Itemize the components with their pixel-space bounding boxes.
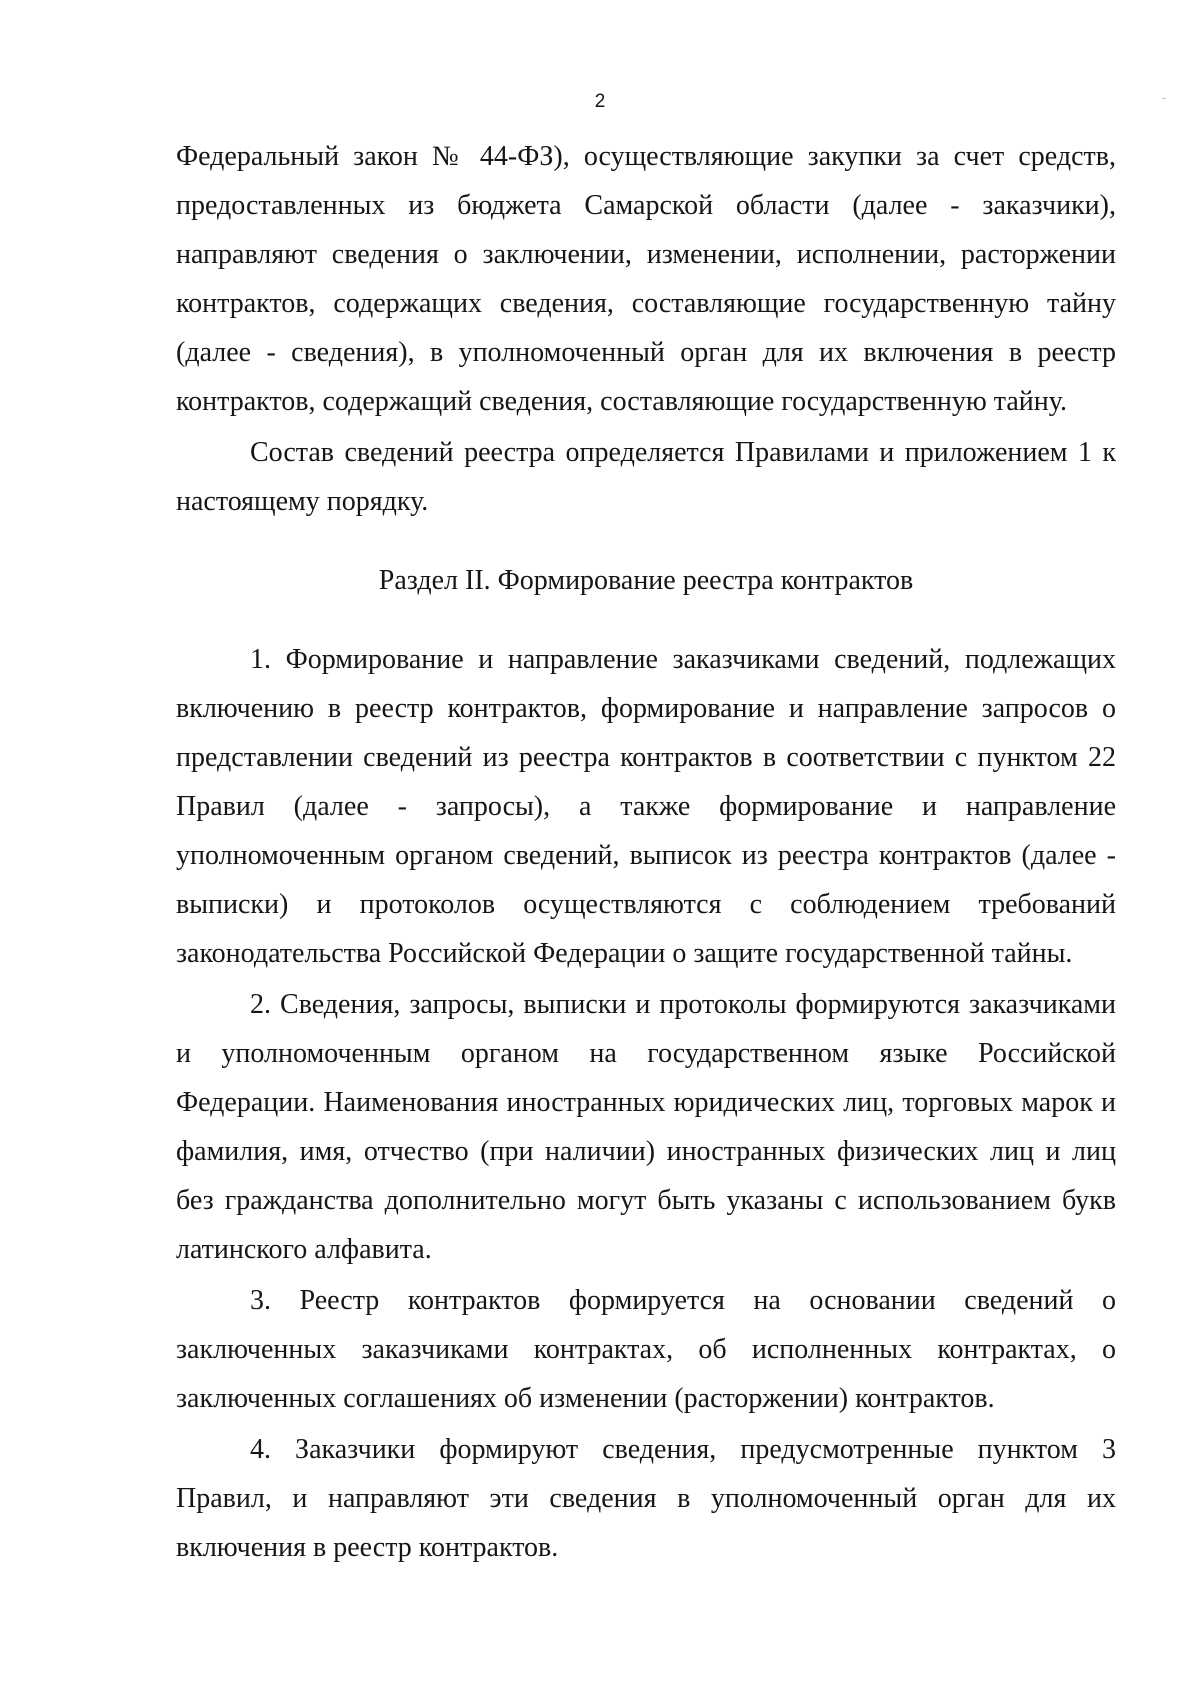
paragraph-item-3: 3. Реестр контрактов формируется на основании сведений о заключенных заказчиками контрактах, об исполненных контрактах, о заключенных соглашениях об изменении (расторжении) контрактов. (176, 1285, 1116, 1414)
paragraph-item-1: 1. Формирование и направление заказчиками сведений, подлежащих включению в реестр контрактов, формирование и направление запросов о представлении сведений из реестра контрактов в соответствии с пунктом 22 Правил (далее - запросы), а также формирование и направление уполномоченным органом сведений, выписок из реестра контрактов (далее - выписки) и протоколов осуществляются с соблюдением требований законодательства Российской Федерации о защите государственной тайны. (176, 644, 1116, 969)
document-body (176, 132, 1116, 1572)
paragraph-continuation: Федеральный закон № 44-ФЗ), осуществляющие закупки за счет средств, предоставленных из бюджета Самарской области (далее - заказчики), направляют сведения о заключении, изменении, исполнении, расторжении контрактов, содержащих сведения, составляющие государственную тайну (далее - сведения), в уполномоченный орган для их включения в реестр контрактов, содержащий сведения, составляющие государственную тайну. (176, 141, 1116, 417)
page-number: 2 (594, 91, 606, 112)
scan-mark (1162, 98, 1166, 99)
paragraph-item-2: 2. Сведения, запросы, выписки и протоколы формируются заказчиками и уполномоченным органом на государственном языке Российской Федерации. Наименования иностранных юридических лиц, торговых марок и фамилия, имя, отчество (при наличии) иностранных физических лиц и лиц без гражданства дополнительно могут быть указаны с использованием букв латинского алфавита. (176, 989, 1116, 1265)
section-heading: Раздел II. Формирование реестра контрактов (378, 565, 914, 596)
paragraph-register-composition: Состав сведений реестра определяется Правилами и приложением 1 к настоящему порядку. (176, 437, 1116, 517)
paragraph-item-4: 4. Заказчики формируют сведения, предусмотренные пунктом 3 Правил, и направляют эти сведения в уполномоченный орган для их включения в реестр контрактов. (176, 1434, 1116, 1563)
